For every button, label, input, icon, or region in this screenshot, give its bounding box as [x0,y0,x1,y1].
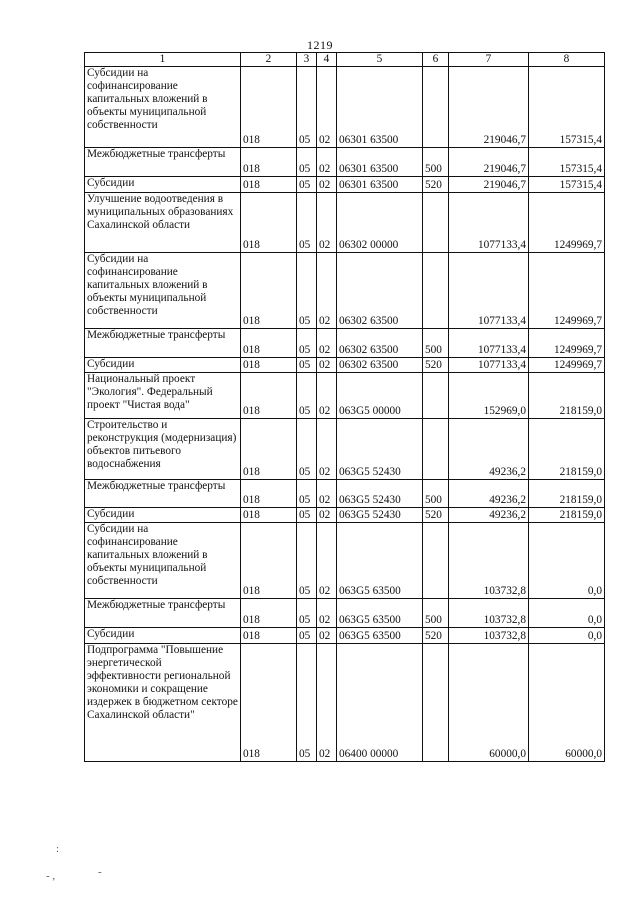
expense-type-code: 520 [423,628,449,644]
target-article-code: 063G5 63500 [337,628,423,644]
table-row [85,508,605,523]
ministry-code: 018 [241,253,297,329]
expense-type-code: 520 [423,358,449,373]
scan-mark: : [56,843,60,855]
ministry-code: 018 [241,508,297,523]
table-row [85,599,605,628]
table-row [85,373,605,419]
amount-col7: 1077133,4 [449,329,529,358]
amount-col7: 103732,8 [449,523,529,599]
amount-col8: 60000,0 [529,644,605,762]
target-article-code: 06400 00000 [337,644,423,762]
target-article-code: 063G5 63500 [337,523,423,599]
amount-col7: 49236,2 [449,508,529,523]
table-row [85,480,605,508]
amount-col7: 219046,7 [449,177,529,193]
amount-col8: 1249969,7 [529,193,605,253]
subsection-code: 02 [317,148,337,177]
target-article-code: 06302 00000 [337,193,423,253]
amount-col7: 1077133,4 [449,193,529,253]
subsection-code: 02 [317,644,337,762]
table-row [85,193,605,253]
subsection-code: 02 [317,419,337,480]
section-code: 05 [297,373,317,419]
table-row [85,253,605,329]
target-article-code: 063G5 52430 [337,419,423,480]
table-row [85,148,605,177]
amount-col7: 60000,0 [449,644,529,762]
expense-type-code: 500 [423,329,449,358]
expense-type-code [423,193,449,253]
table-header-row [85,53,605,67]
target-article-code: 06301 63500 [337,148,423,177]
section-code: 05 [297,358,317,373]
item-name: Субсидии [85,628,241,644]
amount-col7: 1077133,4 [449,358,529,373]
amount-col7: 219046,7 [449,148,529,177]
table-row [85,419,605,480]
target-article-code: 06302 63500 [337,358,423,373]
ministry-code: 018 [241,358,297,373]
amount-col7: 49236,2 [449,419,529,480]
amount-col8: 157315,4 [529,148,605,177]
ministry-code: 018 [241,329,297,358]
target-article-code: 063G5 00000 [337,373,423,419]
column-header: 1 [85,53,241,67]
target-article-code: 06302 63500 [337,253,423,329]
item-name: Строительство и реконструкция (модернизация) объектов питьевого водоснабжения [85,419,241,480]
table-row [85,67,605,148]
subsection-code: 02 [317,67,337,148]
subsection-code: 02 [317,599,337,628]
section-code: 05 [297,419,317,480]
subsection-code: 02 [317,177,337,193]
section-code: 05 [297,67,317,148]
target-article-code: 063G5 52430 [337,480,423,508]
expense-type-code: 500 [423,480,449,508]
section-code: 05 [297,253,317,329]
subsection-code: 02 [317,523,337,599]
section-code: 05 [297,193,317,253]
amount-col7: 1077133,4 [449,253,529,329]
section-code: 05 [297,148,317,177]
table-row [85,628,605,644]
expense-type-code: 520 [423,508,449,523]
expense-type-code [423,419,449,480]
item-name: Межбюджетные трансферты [85,329,241,358]
amount-col8: 0,0 [529,628,605,644]
expense-type-code [423,67,449,148]
item-name: Субсидии [85,358,241,373]
item-name: Субсидии [85,177,241,193]
table-row [85,358,605,373]
table-row [85,177,605,193]
ministry-code: 018 [241,480,297,508]
ministry-code: 018 [241,628,297,644]
target-article-code: 063G5 52430 [337,508,423,523]
expense-type-code [423,644,449,762]
ministry-code: 018 [241,644,297,762]
scan-mark: - , [46,870,56,882]
amount-col8: 218159,0 [529,373,605,419]
amount-col8: 218159,0 [529,419,605,480]
column-header: 2 [241,53,297,67]
subsection-code: 02 [317,480,337,508]
amount-col8: 1249969,7 [529,329,605,358]
table-row [85,329,605,358]
amount-col8: 218159,0 [529,508,605,523]
item-name: Улучшение водоотведения в муниципальных образованиях Сахалинской области [85,193,241,253]
table-row [85,523,605,599]
target-article-code: 063G5 63500 [337,599,423,628]
expense-type-code: 520 [423,177,449,193]
amount-col8: 1249969,7 [529,253,605,329]
subsection-code: 02 [317,373,337,419]
section-code: 05 [297,480,317,508]
column-header: 5 [337,53,423,67]
section-code: 05 [297,329,317,358]
item-name: Субсидии [85,508,241,523]
expense-type-code [423,373,449,419]
ministry-code: 018 [241,419,297,480]
section-code: 05 [297,523,317,599]
item-name: Субсидии на софинансирование капитальных вложений в объекты муниципальной собственности [85,253,241,329]
scan-mark: - [98,866,102,878]
amount-col8: 157315,4 [529,67,605,148]
ministry-code: 018 [241,67,297,148]
ministry-code: 018 [241,523,297,599]
amount-col8: 157315,4 [529,177,605,193]
expense-type-code [423,253,449,329]
column-header: 8 [529,53,605,67]
item-name: Субсидии на софинансирование капитальных вложений в объекты муниципальной собственности [85,67,241,148]
subsection-code: 02 [317,628,337,644]
column-header: 6 [423,53,449,67]
amount-col7: 49236,2 [449,480,529,508]
subsection-code: 02 [317,329,337,358]
item-name: Межбюджетные трансферты [85,148,241,177]
amount-col8: 1249969,7 [529,358,605,373]
section-code: 05 [297,508,317,523]
item-name: Межбюджетные трансферты [85,480,241,508]
amount-col7: 219046,7 [449,67,529,148]
column-header: 7 [449,53,529,67]
ministry-code: 018 [241,193,297,253]
target-article-code: 06301 63500 [337,67,423,148]
expense-type-code: 500 [423,148,449,177]
section-code: 05 [297,177,317,193]
expense-type-code: 500 [423,599,449,628]
amount-col8: 218159,0 [529,480,605,508]
item-name: Подпрограмма "Повышение энергетической эффективности региональной экономики и сокращение издержек в бюджетном секторе Сахалинской области" [85,644,241,762]
subsection-code: 02 [317,193,337,253]
item-name: Национальный проект "Экология". Федеральный проект "Чистая вода" [85,373,241,419]
budget-table [84,52,605,762]
section-code: 05 [297,644,317,762]
table-row [85,644,605,762]
item-name: Субсидии на софинансирование капитальных вложений в объекты муниципальной собственности [85,523,241,599]
expense-type-code [423,523,449,599]
amount-col7: 103732,8 [449,628,529,644]
subsection-code: 02 [317,508,337,523]
section-code: 05 [297,628,317,644]
ministry-code: 018 [241,148,297,177]
item-name: Межбюджетные трансферты [85,599,241,628]
ministry-code: 018 [241,177,297,193]
target-article-code: 06302 63500 [337,329,423,358]
column-header: 4 [317,53,337,67]
column-header: 3 [297,53,317,67]
ministry-code: 018 [241,599,297,628]
amount-col7: 103732,8 [449,599,529,628]
amount-col7: 152969,0 [449,373,529,419]
target-article-code: 06301 63500 [337,177,423,193]
section-code: 05 [297,599,317,628]
page-number: 1219 [307,38,333,52]
subsection-code: 02 [317,358,337,373]
ministry-code: 018 [241,373,297,419]
subsection-code: 02 [317,253,337,329]
amount-col8: 0,0 [529,599,605,628]
amount-col8: 0,0 [529,523,605,599]
